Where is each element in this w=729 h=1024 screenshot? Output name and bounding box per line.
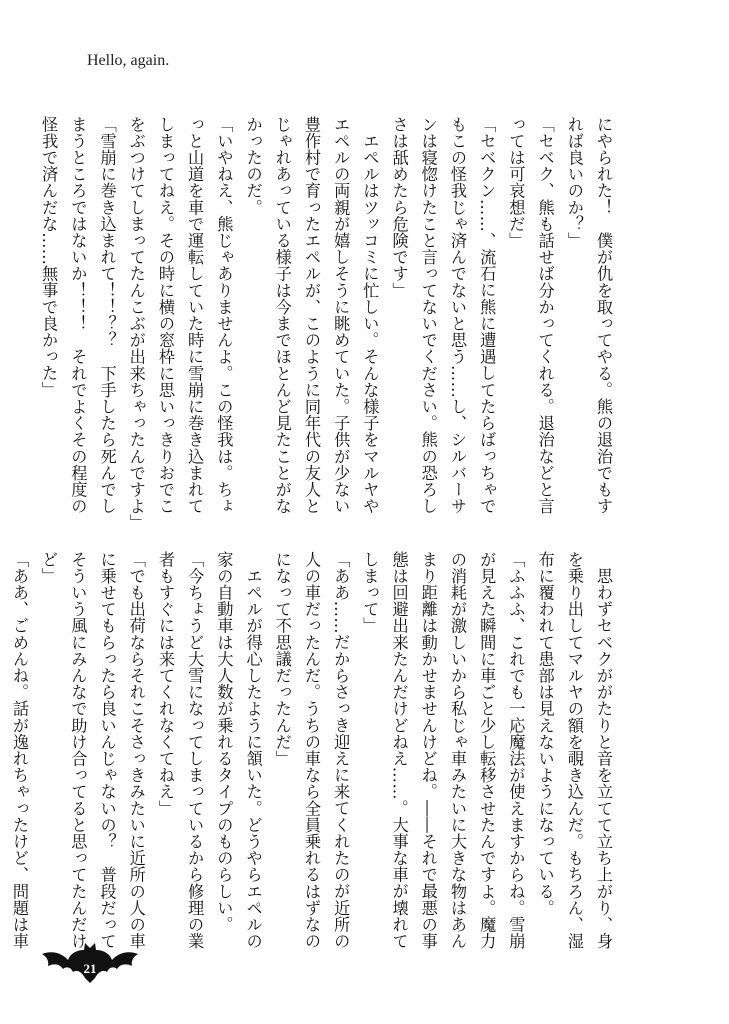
- paragraph: 「でも出荷ならそれこそさっきみたいに近所の人の車に乗せてもらったら良いんじゃないの？ 普段だってそういう風にみんなで助け合ってると思ってたんだけど」: [39, 551, 146, 950]
- running-header: Hello, again.: [87, 52, 170, 69]
- paragraph: 「いやねえ、熊じゃありませんよ。この怪我は。ちょっと山道を車で運転していた時に雪崩に巻き込まれてしまってねえ。その時に横の窓枠に思いっきりおでこをぶつけてしまってたんこぶが出来ちゃったんですよ」: [126, 116, 234, 531]
- paragraph: 「ふふふ、これでも一応魔法が使えますからね。雪崩が見えた瞬間に車ごと少し転移させたんですよ。魔力の消耗が激しいから私じゃ車みたいに大きな物はあんまり距離は動かせませんけどね。――それで最悪の事態は回避出来たんだけどねえ……。大事な車が壊れてしまって」: [360, 551, 526, 950]
- paragraph: 「雪崩に巻き込まれて！！？？ 下手したら死んでしまうところではないか！！！ それでよくその程度の怪我で済んだな……無事で良かった」: [39, 116, 117, 515]
- paragraph: エペルが得心したように頷いた。どうやらエペルの家の自動車は大人数が乗れるタイプのものらしい。: [214, 551, 263, 950]
- paragraph: 「ああ……だからさっき迎えに来てくれたのが近所の人の車だったんだ。うちの車なら全員乗れるはずなのになって不思議だったんだ」: [272, 551, 351, 950]
- paragraph: エペルはツッコミに忙しい。そんな様子をマルヤやエペルの両親が嬉しそうに眺めていた。子供が少ない豊作村で育ったエペルが、このように同年代の友人とじゃれあっている様子は今までほとんど見たことがなかったのだ。: [243, 116, 380, 515]
- bat-page-number-badge: [40, 940, 140, 986]
- paragraph: にやられた！ 僕が仇を取ってやる。熊の退治でもすれば良いのか？」: [564, 116, 613, 515]
- paragraph: 「ああ、ごめんね。話が逸れちゃったけど、問題は車: [9, 551, 29, 950]
- paragraph: 思わずセベクががたりと音を立てて立ち上がり、身を乗り出してマルヤの額を覗き込んだ。もちろん、湿布に覆われて患部は見えないようになっている。: [535, 551, 613, 950]
- paragraph: 「セベク、熊も話せば分かってくれる。退治などと言っては可哀想だ」: [506, 116, 555, 515]
- paragraph: 「今ちょうど大雪になってしまっているから修理の業者もすぐには来てくれなくてねえ」: [155, 551, 205, 950]
- text-block-lower: [9, 551, 618, 961]
- page-number: 21: [83, 961, 97, 976]
- paragraph: 「セベクン……、流石に熊に遭遇してたらばっちゃでもこの怪我じゃ済んでないと思う……し、シルバーサンは寝惚けたこと言ってないでください。熊の恐ろしさは舐めたら危険です」: [389, 116, 497, 515]
- text-block-upper: [39, 116, 618, 531]
